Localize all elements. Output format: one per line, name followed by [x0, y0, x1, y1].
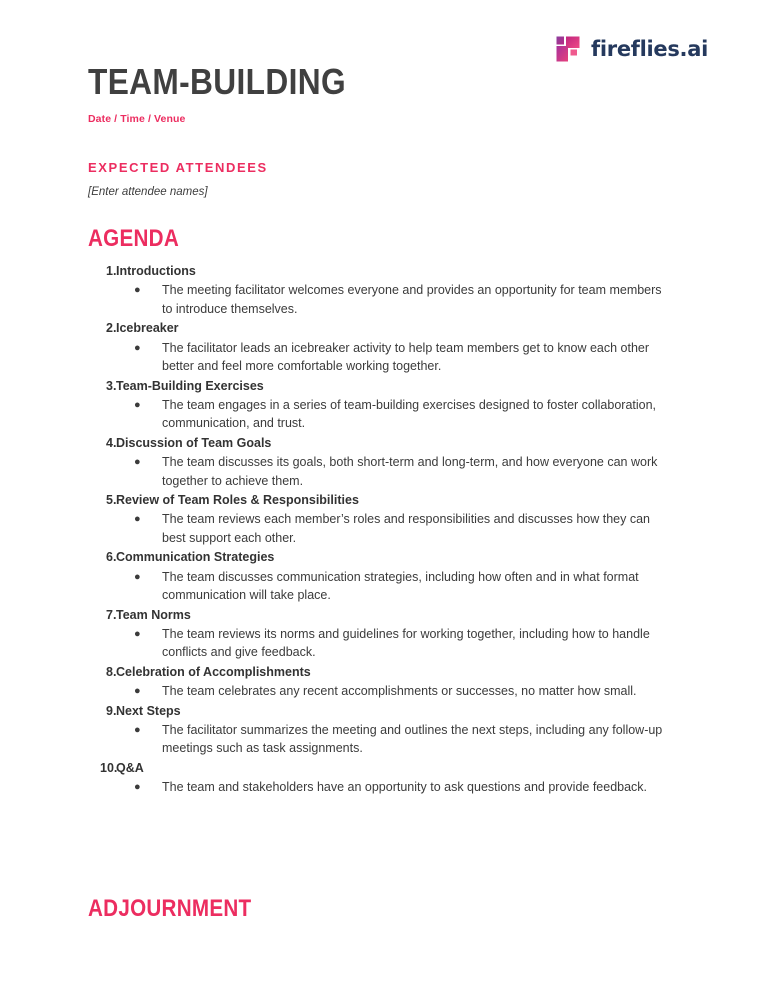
agenda-item-heading — [88, 433, 688, 453]
agenda-item-heading — [88, 490, 688, 510]
agenda-list — [88, 261, 688, 797]
agenda-item — [88, 701, 688, 758]
agenda-item-number: 6. — [106, 550, 117, 565]
agenda-item — [88, 662, 688, 701]
agenda-item-title: Team Norms — [116, 607, 191, 622]
agenda-item-detail-row — [88, 396, 688, 433]
meeting-meta: Date / Time / Venue — [88, 113, 186, 125]
bullet-icon: ● — [134, 456, 141, 468]
bullet-icon: ● — [134, 723, 141, 736]
bullet-icon: ● — [134, 627, 141, 640]
bullet-icon: ● — [134, 570, 141, 583]
agenda-item-detail: The team discusses communication strategies, including how often and in what format communication will take place. — [162, 569, 639, 602]
agenda-item-number: 7. — [106, 607, 117, 622]
bullet-icon: ● — [134, 685, 141, 697]
agenda-item-number: 9. — [106, 703, 117, 718]
bullet-icon: ● — [134, 284, 141, 297]
fireflies-logo — [556, 36, 708, 62]
bullet-icon: ● — [134, 398, 141, 411]
agenda-item-heading — [88, 662, 688, 682]
agenda-item-number: 1. — [106, 264, 117, 278]
agenda-item-detail: The team celebrates any recent accomplishments or successes, no matter how small. — [162, 684, 637, 698]
agenda-item-heading — [88, 547, 688, 567]
agenda-heading: AGENDA — [88, 225, 179, 252]
bullet-icon: ● — [134, 781, 141, 794]
agenda-item-number: 4. — [106, 435, 117, 450]
agenda-item-title: Celebration of Accomplishments — [116, 664, 311, 679]
agenda-item-heading — [88, 758, 688, 778]
agenda-item-title: Communication Strategies — [116, 550, 275, 565]
fireflies-mark-icon — [556, 36, 580, 62]
agenda-item-heading — [88, 605, 688, 625]
agenda-item — [88, 490, 688, 547]
agenda-item-detail-row — [88, 453, 688, 490]
agenda-item — [88, 433, 688, 490]
agenda-item-detail-row — [88, 339, 688, 376]
agenda-item-detail-row — [88, 721, 688, 758]
agenda-item-title: Next Steps — [116, 703, 181, 718]
agenda-item-title: Icebreaker — [116, 321, 179, 336]
agenda-item-number: 10. — [100, 760, 118, 775]
bullet-icon: ● — [134, 341, 141, 354]
agenda-item-title: Q&A — [116, 760, 144, 775]
brand-name: fireflies.ai — [591, 36, 708, 61]
attendee-names-placeholder[interactable]: [Enter attendee names] — [88, 186, 208, 198]
agenda-item — [88, 758, 688, 797]
agenda-item-title: Introductions — [116, 264, 196, 278]
agenda-item — [88, 605, 688, 662]
adjournment-heading: ADJOURNMENT — [88, 895, 252, 922]
agenda-item-detail: The facilitator leads an icebreaker activity to help team members get to know each other better and feel more comfortable working together. — [162, 340, 650, 373]
agenda-item-detail: The team and stakeholders have an opportunity to ask questions and provide feedback. — [162, 780, 648, 795]
agenda-item-number: 2. — [106, 321, 117, 336]
agenda-item-heading — [88, 701, 688, 721]
agenda-item-detail: The meeting facilitator welcomes everyone and provides an opportunity for team members to introduce themselves. — [162, 283, 662, 316]
agenda-item-number: 8. — [106, 664, 117, 679]
agenda-item-detail: The team reviews each member’s roles and responsibilities and discusses how they can best support each other. — [162, 512, 650, 545]
agenda-item-number: 5. — [106, 493, 117, 507]
agenda-item-title: Team-Building Exercises — [116, 378, 264, 393]
agenda-item-heading — [88, 261, 688, 281]
agenda-item-detail-row — [88, 682, 688, 701]
agenda-item-detail: The facilitator summarizes the meeting and outlines the next steps, including any follow-up meetings such as task assignments. — [162, 722, 663, 756]
agenda-item — [88, 547, 688, 604]
agenda-item — [88, 318, 688, 375]
agenda-item-title: Review of Team Roles & Responsibilities — [116, 493, 359, 507]
bullet-icon: ● — [134, 513, 141, 526]
agenda-item-detail: The team reviews its norms and guidelines for working together, including how to handle conflicts and give feedback. — [162, 626, 650, 660]
agenda-item-detail: The team discusses its goals, both short-term and long-term, and how everyone can work together to achieve them. — [162, 455, 658, 488]
agenda-item-detail-row — [88, 510, 688, 547]
expected-attendees-label: EXPECTED ATTENDEES — [88, 160, 268, 175]
agenda-item-detail-row — [88, 778, 688, 797]
agenda-item-detail-row — [88, 568, 688, 605]
agenda-item-number: 3. — [106, 378, 117, 393]
agenda-item-detail-row — [88, 281, 688, 318]
page-title: TEAM-BUILDING — [88, 61, 346, 102]
agenda-item — [88, 261, 688, 318]
agenda-item-heading — [88, 376, 688, 396]
agenda-item-title: Discussion of Team Goals — [116, 435, 272, 450]
agenda-item — [88, 376, 688, 433]
agenda-item-heading — [88, 318, 688, 338]
agenda-item-detail-row — [88, 625, 688, 662]
agenda-item-detail: The team engages in a series of team-building exercises designed to foster collaboration, communication, and trust. — [162, 397, 657, 431]
